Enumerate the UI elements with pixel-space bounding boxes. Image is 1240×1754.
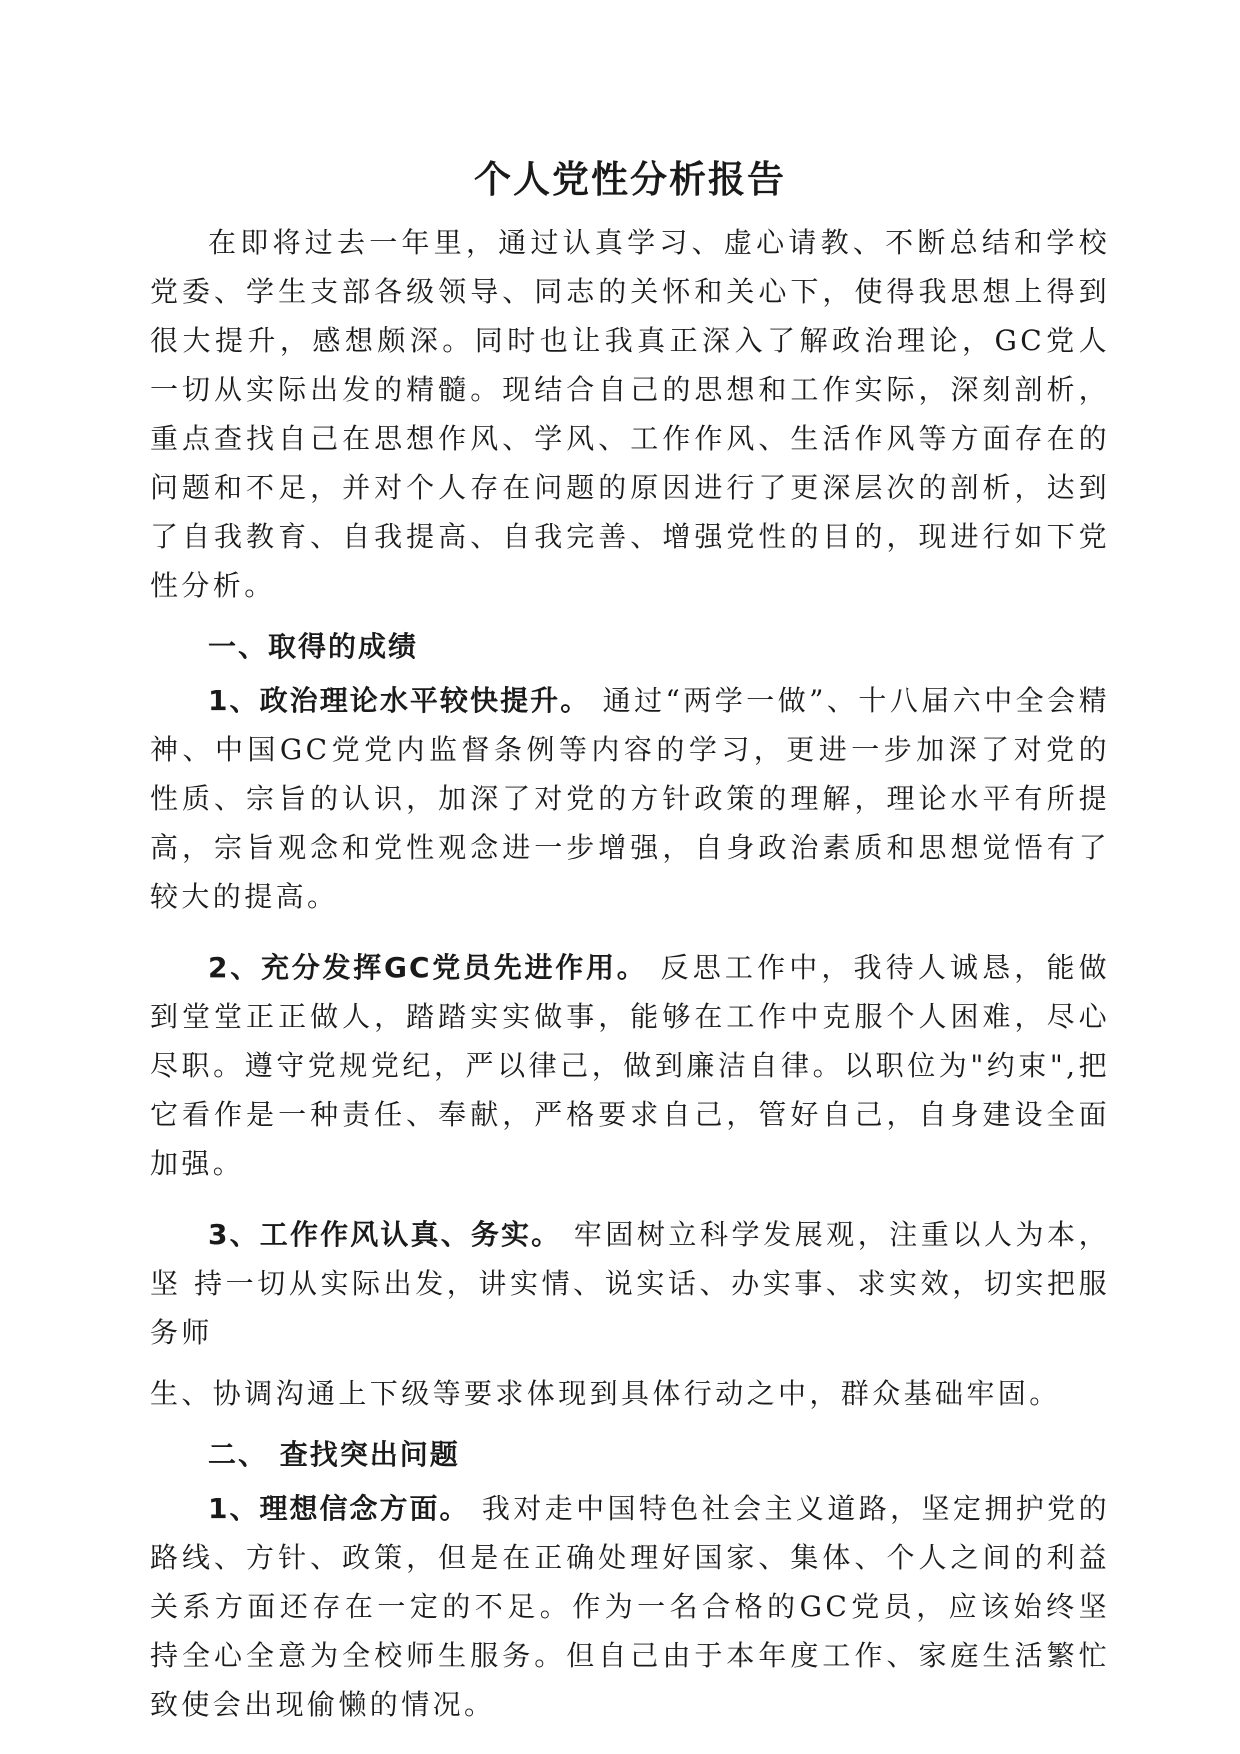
document-title: 个人党性分析报告: [474, 158, 786, 201]
item-lead: 1、政治理论水平较快提升。: [208, 684, 591, 717]
achievement-item-2: [150, 943, 1110, 1188]
item-lead: 3、工作作风认真、务实。: [208, 1218, 562, 1251]
document-page: [150, 150, 1110, 1729]
achievement-item-3: [150, 1210, 1110, 1357]
achievement-item-3-continuation: 生、协调沟通上下级等要求体现到具体行动之中，群众基础牢固。: [150, 1377, 1061, 1410]
intro-paragraph: 在即将过去一年里，通过认真学习、虚心请教、不断总结和学校党委、学生支部各级领导、同志的关怀和关心下，使得我思想上得到很大提升，感想颇深。同时也让我真正深入了解政治理论，GC党人一切从实际出发的精髓。现结合自己的思想和工作实际，深刻剖析，重点查找自己在思想作风、学风、工作作风、生活作风等方面存在的问题和不足，并对个人存在问题的原因进行了更深层次的剖析，达到了自我教育、自我提高、自我完善、增强党性的目的，现进行如下党性分析。: [150, 226, 1110, 602]
item-text: 通过“两学一做”、十八届六中全会精神、中国GC党党内监督条例等内容的学习，更进一步加深了对党的性质、宗旨的认识，加深了对党的方针政策的理解，理论水平有所提高，宗旨观念和党性观念进一步增强，自身政治素质和思想觉悟有了较大的提高。: [150, 684, 1111, 913]
item-text: 牢固树立科学发展观，注重以人为本，坚 持一切从实际出发，讲实情、说实话、办实事、求实效，切实把服务师: [150, 1218, 1110, 1349]
section-heading-achievements: 一、取得的成绩: [208, 630, 419, 663]
problem-item-1: [150, 1484, 1110, 1729]
section-heading-problems: 二、 查找突出问题: [208, 1438, 460, 1471]
item-text: 反思工作中，我待人诚恳，能做到堂堂正正做人，踏踏实实做事，能够在工作中克服个人困难，尽心尽职。遵守党规党纪，严以律己，做到廉洁自律。以职位为"约束",把它看作是一种责任、奉献，严格要求自己，管好自己，自身建设全面加强。: [150, 951, 1111, 1180]
item-lead: 1、理想信念方面。: [208, 1492, 470, 1525]
item-lead: 2、充分发挥GC党员先进作用。: [208, 951, 648, 984]
item-text: 我对走中国特色社会主义道路，坚定拥护党的路线、方针、政策，但是在正确处理好国家、集体、个人之间的利益关系方面还存在一定的不足。作为一名合格的GC党员，应该始终坚持全心全意为全校师生服务。但自己由于本年度工作、家庭生活繁忙致使会出现偷懒的情况。: [150, 1492, 1110, 1721]
achievement-item-1: [150, 676, 1110, 921]
